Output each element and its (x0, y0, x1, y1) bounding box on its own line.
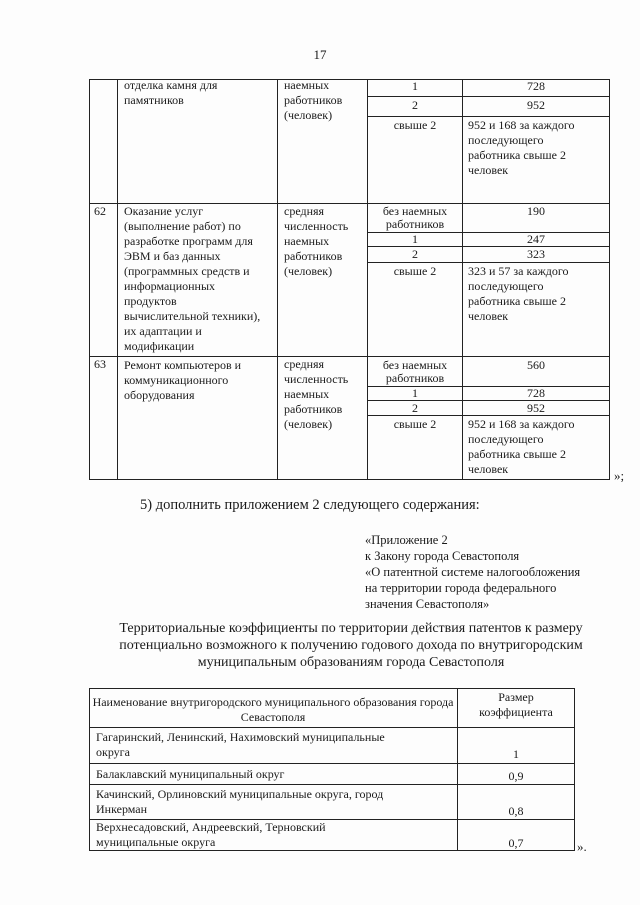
municipality-name: Балаклавский муниципальный округ (96, 767, 285, 781)
tier-income: 190 (527, 204, 545, 218)
tier-income: 952 (527, 401, 545, 415)
tier-count: 2 (412, 98, 418, 112)
tier-count: 1 (412, 232, 418, 246)
tier-income: 323 и 57 за каждого последующего работника свыше 2 человек (468, 264, 569, 323)
tier-count: без наемных работников (382, 358, 448, 385)
indicator-cell: средняя численность наемных работников (человек) (284, 204, 349, 278)
tier-income: 728 (527, 79, 545, 93)
row-number: 63 (94, 357, 106, 371)
row-number: 62 (94, 204, 106, 218)
tier-income: 952 и 168 за каждого последующего работника свыше 2 человек (468, 118, 575, 177)
column-header-name: Наименование внутригородского муниципального образования города Севастополя (92, 695, 454, 724)
tier-income: 323 (527, 247, 545, 261)
tier-income: 728 (527, 386, 545, 400)
indicator-cell: средняя численность наемных работников (человек) (284, 357, 349, 431)
table2-title: Территориальные коэффициенты по территории действия патентов к размеру потенциально возможного к получению годового дохода по внутригородским муниципальным образованиям города Севастополя (119, 621, 583, 670)
tier-count: 1 (412, 79, 418, 93)
activity-cell: отделка камня для памятников (124, 78, 218, 107)
tier-count: 2 (412, 401, 418, 415)
coefficient-value: 0,9 (508, 769, 524, 783)
coefficient-value: 0,7 (508, 836, 524, 850)
municipality-name: Качинский, Орлиновский муниципальные округа, город Инкерман (96, 787, 384, 816)
tier-count: свыше 2 (393, 417, 437, 431)
coefficient-value: 0,8 (508, 804, 524, 818)
municipality-name: Гагаринский, Ленинский, Нахимовский муниципальные округа (96, 730, 385, 759)
tier-count: свыше 2 (393, 118, 437, 132)
appendix-header: «Приложение 2 к Закону города Севастополя «О патентной системе налогообложения на территории города федерального значения Севастополя» (365, 533, 581, 611)
coefficient-value: 1 (513, 747, 519, 761)
column-header-coef: Размер коэффициента (479, 690, 553, 719)
indicator-cell: наемных работников (человек) (284, 78, 343, 122)
tier-count: свыше 2 (393, 264, 437, 278)
quote-close-mark: »; (614, 468, 625, 483)
tier-income: 560 (527, 358, 545, 372)
quote-close-mark: ». (577, 839, 587, 854)
amendment-item: 5) дополнить приложением 2 следующего содержания: (140, 497, 480, 513)
municipality-name: Верхнесадовский, Андреевский, Терновский муниципальные округа (96, 820, 326, 849)
tier-income: 952 (527, 98, 545, 112)
tier-income: 952 и 168 за каждого последующего работника свыше 2 человек (468, 417, 575, 476)
activity-cell: Ремонт компьютеров и коммуникационного оборудования (124, 358, 242, 402)
tier-count: без наемных работников (382, 204, 448, 231)
activity-cell: Оказание услуг (выполнение работ) по разработке программ для ЭВМ и баз данных (программных средств и информационных продуктов вычислительной техники), их адаптации и модификации (124, 204, 261, 353)
page-number: 17 (313, 47, 327, 62)
tier-income: 247 (527, 232, 545, 246)
tier-count: 2 (412, 247, 418, 261)
tier-count: 1 (412, 386, 418, 400)
